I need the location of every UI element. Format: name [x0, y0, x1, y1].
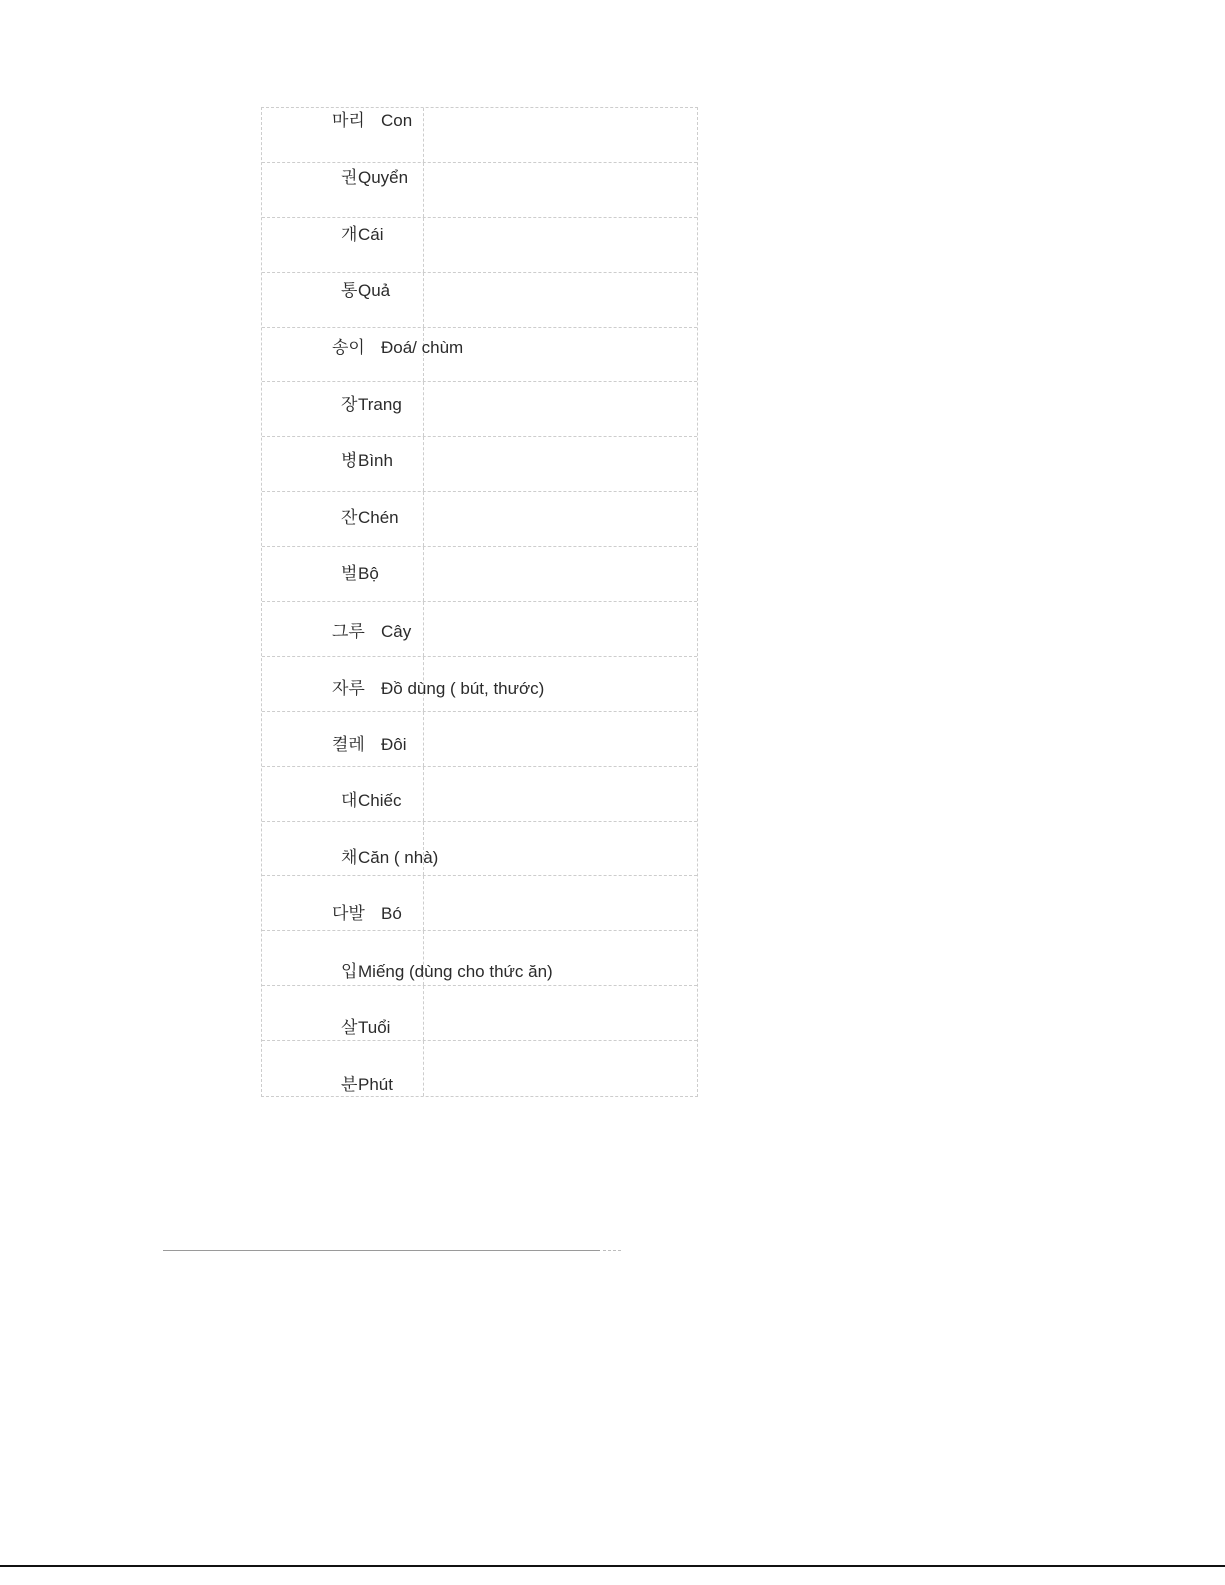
- table-cell-right: [424, 712, 697, 766]
- table-row: [262, 822, 697, 877]
- entry-line: [332, 735, 407, 755]
- table-row: [262, 382, 697, 437]
- korean-counter: 대: [341, 791, 358, 811]
- entry-line: [332, 111, 412, 131]
- table-cell-right: [424, 876, 697, 930]
- korean-counter: 권: [341, 168, 358, 188]
- table-row: [262, 986, 697, 1041]
- vietnamese-meaning: Bình: [358, 451, 393, 470]
- vietnamese-meaning: Con: [381, 111, 413, 130]
- vietnamese-meaning: Đôi: [381, 735, 407, 754]
- vietnamese-meaning: Quả: [358, 281, 391, 300]
- korean-counter: 채: [341, 848, 358, 868]
- korean-counter: 병: [341, 451, 358, 471]
- table-cell-right: [424, 108, 697, 162]
- page-bottom-edge: [0, 1565, 1225, 1567]
- entry-line: [341, 1018, 390, 1038]
- counter-table: [261, 107, 698, 1097]
- entry-line: [341, 168, 408, 188]
- entry-line: [332, 904, 402, 924]
- table-row: [262, 163, 697, 218]
- entry-line: [341, 281, 390, 301]
- table-cell-right: [424, 218, 697, 272]
- entry-line: [341, 225, 384, 245]
- table-row: [262, 547, 697, 602]
- table-row: [262, 218, 697, 273]
- vietnamese-meaning: Phút: [358, 1075, 393, 1094]
- entry-line: [341, 1075, 393, 1095]
- korean-counter: 통: [341, 281, 358, 301]
- entry-line: [341, 962, 553, 982]
- table-row: [262, 602, 697, 657]
- table-row: [262, 1041, 697, 1096]
- vietnamese-meaning: Cái: [358, 225, 384, 244]
- table-row: [262, 876, 697, 931]
- vietnamese-meaning: Căn ( nhà): [358, 848, 439, 867]
- vietnamese-meaning: Chiếc: [358, 791, 402, 810]
- entry-line: [341, 451, 393, 471]
- footnote-separator-tail: [603, 1250, 621, 1251]
- table-row: [262, 437, 697, 492]
- entry-line: [341, 395, 402, 415]
- entry-line: [341, 791, 401, 811]
- table-cell-right: [424, 767, 697, 821]
- entry-line: [341, 508, 399, 528]
- table-cell-right: [424, 437, 697, 491]
- vietnamese-meaning: Bộ: [358, 564, 379, 583]
- table-cell-right: [424, 382, 697, 436]
- korean-counter: 켤레: [332, 735, 365, 755]
- korean-counter: 살: [341, 1018, 358, 1038]
- vietnamese-meaning: Chén: [358, 508, 399, 527]
- entry-line: [332, 622, 411, 642]
- vietnamese-meaning: Bó: [381, 904, 402, 923]
- korean-counter: 자루: [332, 679, 365, 699]
- table-cell-right: [424, 602, 697, 656]
- vietnamese-meaning: Đoá/ chùm: [381, 338, 464, 357]
- vietnamese-meaning: Quyển: [358, 168, 409, 187]
- table-cell-right: [424, 986, 697, 1040]
- footnote-separator: [163, 1250, 600, 1251]
- table-row: [262, 328, 697, 383]
- table-cell-right: [424, 822, 697, 876]
- entry-line: [341, 564, 379, 584]
- korean-counter: 입: [341, 962, 358, 982]
- vietnamese-meaning: Cây: [381, 622, 412, 641]
- vietnamese-meaning: Tuổi: [358, 1018, 391, 1037]
- vietnamese-meaning: Đồ dùng ( bút, thước): [381, 679, 545, 698]
- table-row: [262, 273, 697, 328]
- table-cell-right: [424, 163, 697, 217]
- korean-counter: 다발: [332, 904, 365, 924]
- table-cell-right: [424, 547, 697, 601]
- korean-counter: 송이: [332, 338, 365, 358]
- vietnamese-meaning: Trang: [358, 395, 402, 414]
- korean-counter: 장: [341, 395, 358, 415]
- table-row: [262, 108, 697, 163]
- korean-counter: 그루: [332, 622, 365, 642]
- table-row: [262, 712, 697, 767]
- table-cell-right: [424, 328, 697, 382]
- table-cell-right: [424, 492, 697, 546]
- table-cell-right: [424, 273, 697, 327]
- vietnamese-meaning: Miếng (dùng cho thức ăn): [358, 962, 553, 981]
- korean-counter: 개: [341, 225, 358, 245]
- korean-counter: 잔: [341, 508, 358, 528]
- table-row: [262, 492, 697, 547]
- entry-line: [341, 848, 438, 868]
- korean-counter: 벌: [341, 564, 358, 584]
- table-row: [262, 767, 697, 822]
- table-cell-right: [424, 1041, 697, 1096]
- korean-counter: 분: [341, 1075, 358, 1095]
- entry-line: [332, 679, 544, 699]
- korean-counter: 마리: [332, 111, 365, 131]
- entry-line: [332, 338, 463, 358]
